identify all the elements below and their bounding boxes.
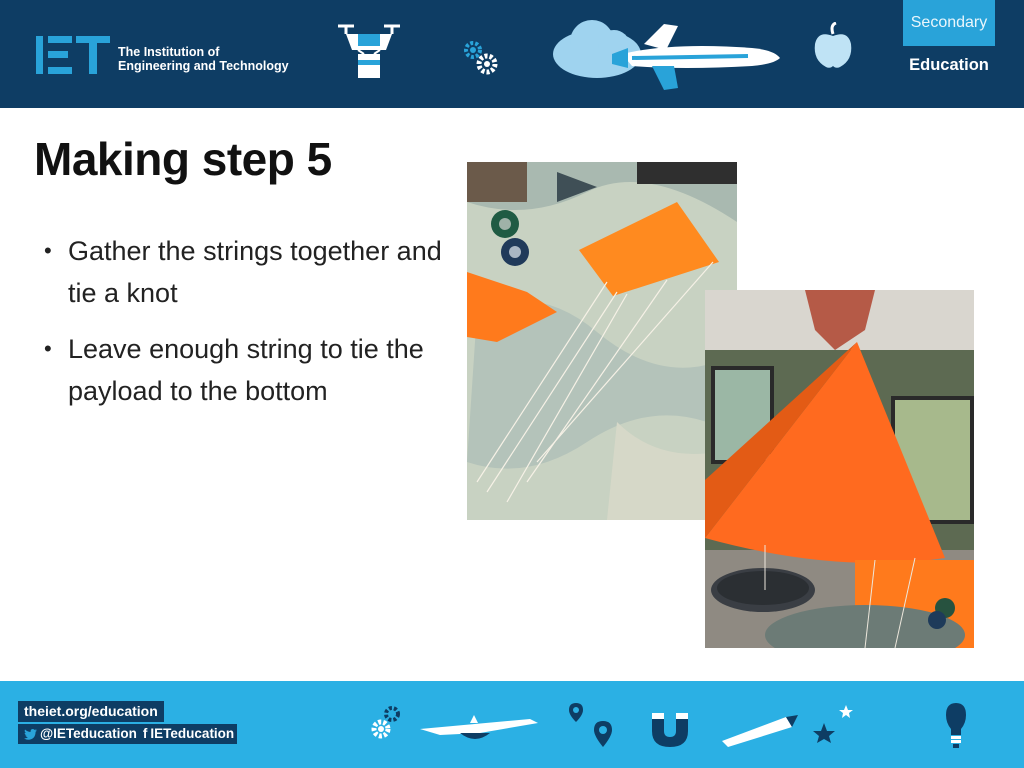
iet-logo[interactable]	[36, 36, 289, 74]
apple-icon	[812, 22, 854, 70]
twitter-bird-icon	[24, 729, 37, 740]
stars-icon	[812, 703, 856, 743]
twitter-handle: @IETeducation	[40, 726, 137, 741]
facebook-link[interactable]	[143, 724, 234, 744]
organisation-name-line2: Engineering and Technology	[118, 59, 289, 73]
photo-parachute-on-map	[467, 162, 737, 520]
iet-logo-mark	[36, 36, 110, 74]
photo-parachute-held-up	[705, 290, 974, 648]
footer-gears-icon	[370, 705, 404, 741]
bullet-text: Gather the strings together and tie a knot	[68, 236, 442, 308]
header-banner	[0, 0, 1024, 108]
space-shuttle-icon	[552, 14, 784, 94]
light-bulb-icon	[944, 701, 968, 749]
bullet-dot: •	[44, 238, 52, 263]
gears-icon	[462, 40, 504, 78]
slide-title: Making step 5	[34, 133, 332, 185]
education-label: Education	[909, 56, 989, 74]
glider-icon	[420, 711, 540, 751]
twitter-link[interactable]	[24, 724, 137, 744]
organisation-name-line1: The Institution of	[118, 45, 220, 59]
organisation-name	[118, 45, 289, 73]
facebook-icon: f	[142, 726, 148, 741]
list-item	[40, 230, 460, 314]
bullet-dot: •	[44, 336, 52, 361]
location-pin-icon	[565, 701, 587, 723]
list-item	[40, 328, 460, 412]
secondary-badge: Secondary	[903, 0, 995, 46]
website-link[interactable]: theiet.org/education	[18, 701, 164, 722]
facebook-handle: IETeducation	[150, 726, 235, 741]
social-links	[18, 724, 237, 744]
pencil-icon	[720, 711, 800, 747]
bullet-text: Leave enough string to tie the payload to the bottom	[68, 334, 424, 406]
footer-banner	[0, 681, 1024, 768]
instruction-list	[40, 230, 460, 426]
drone-icon	[334, 20, 404, 90]
location-pin-icon	[590, 719, 616, 749]
magnet-icon	[646, 709, 690, 749]
